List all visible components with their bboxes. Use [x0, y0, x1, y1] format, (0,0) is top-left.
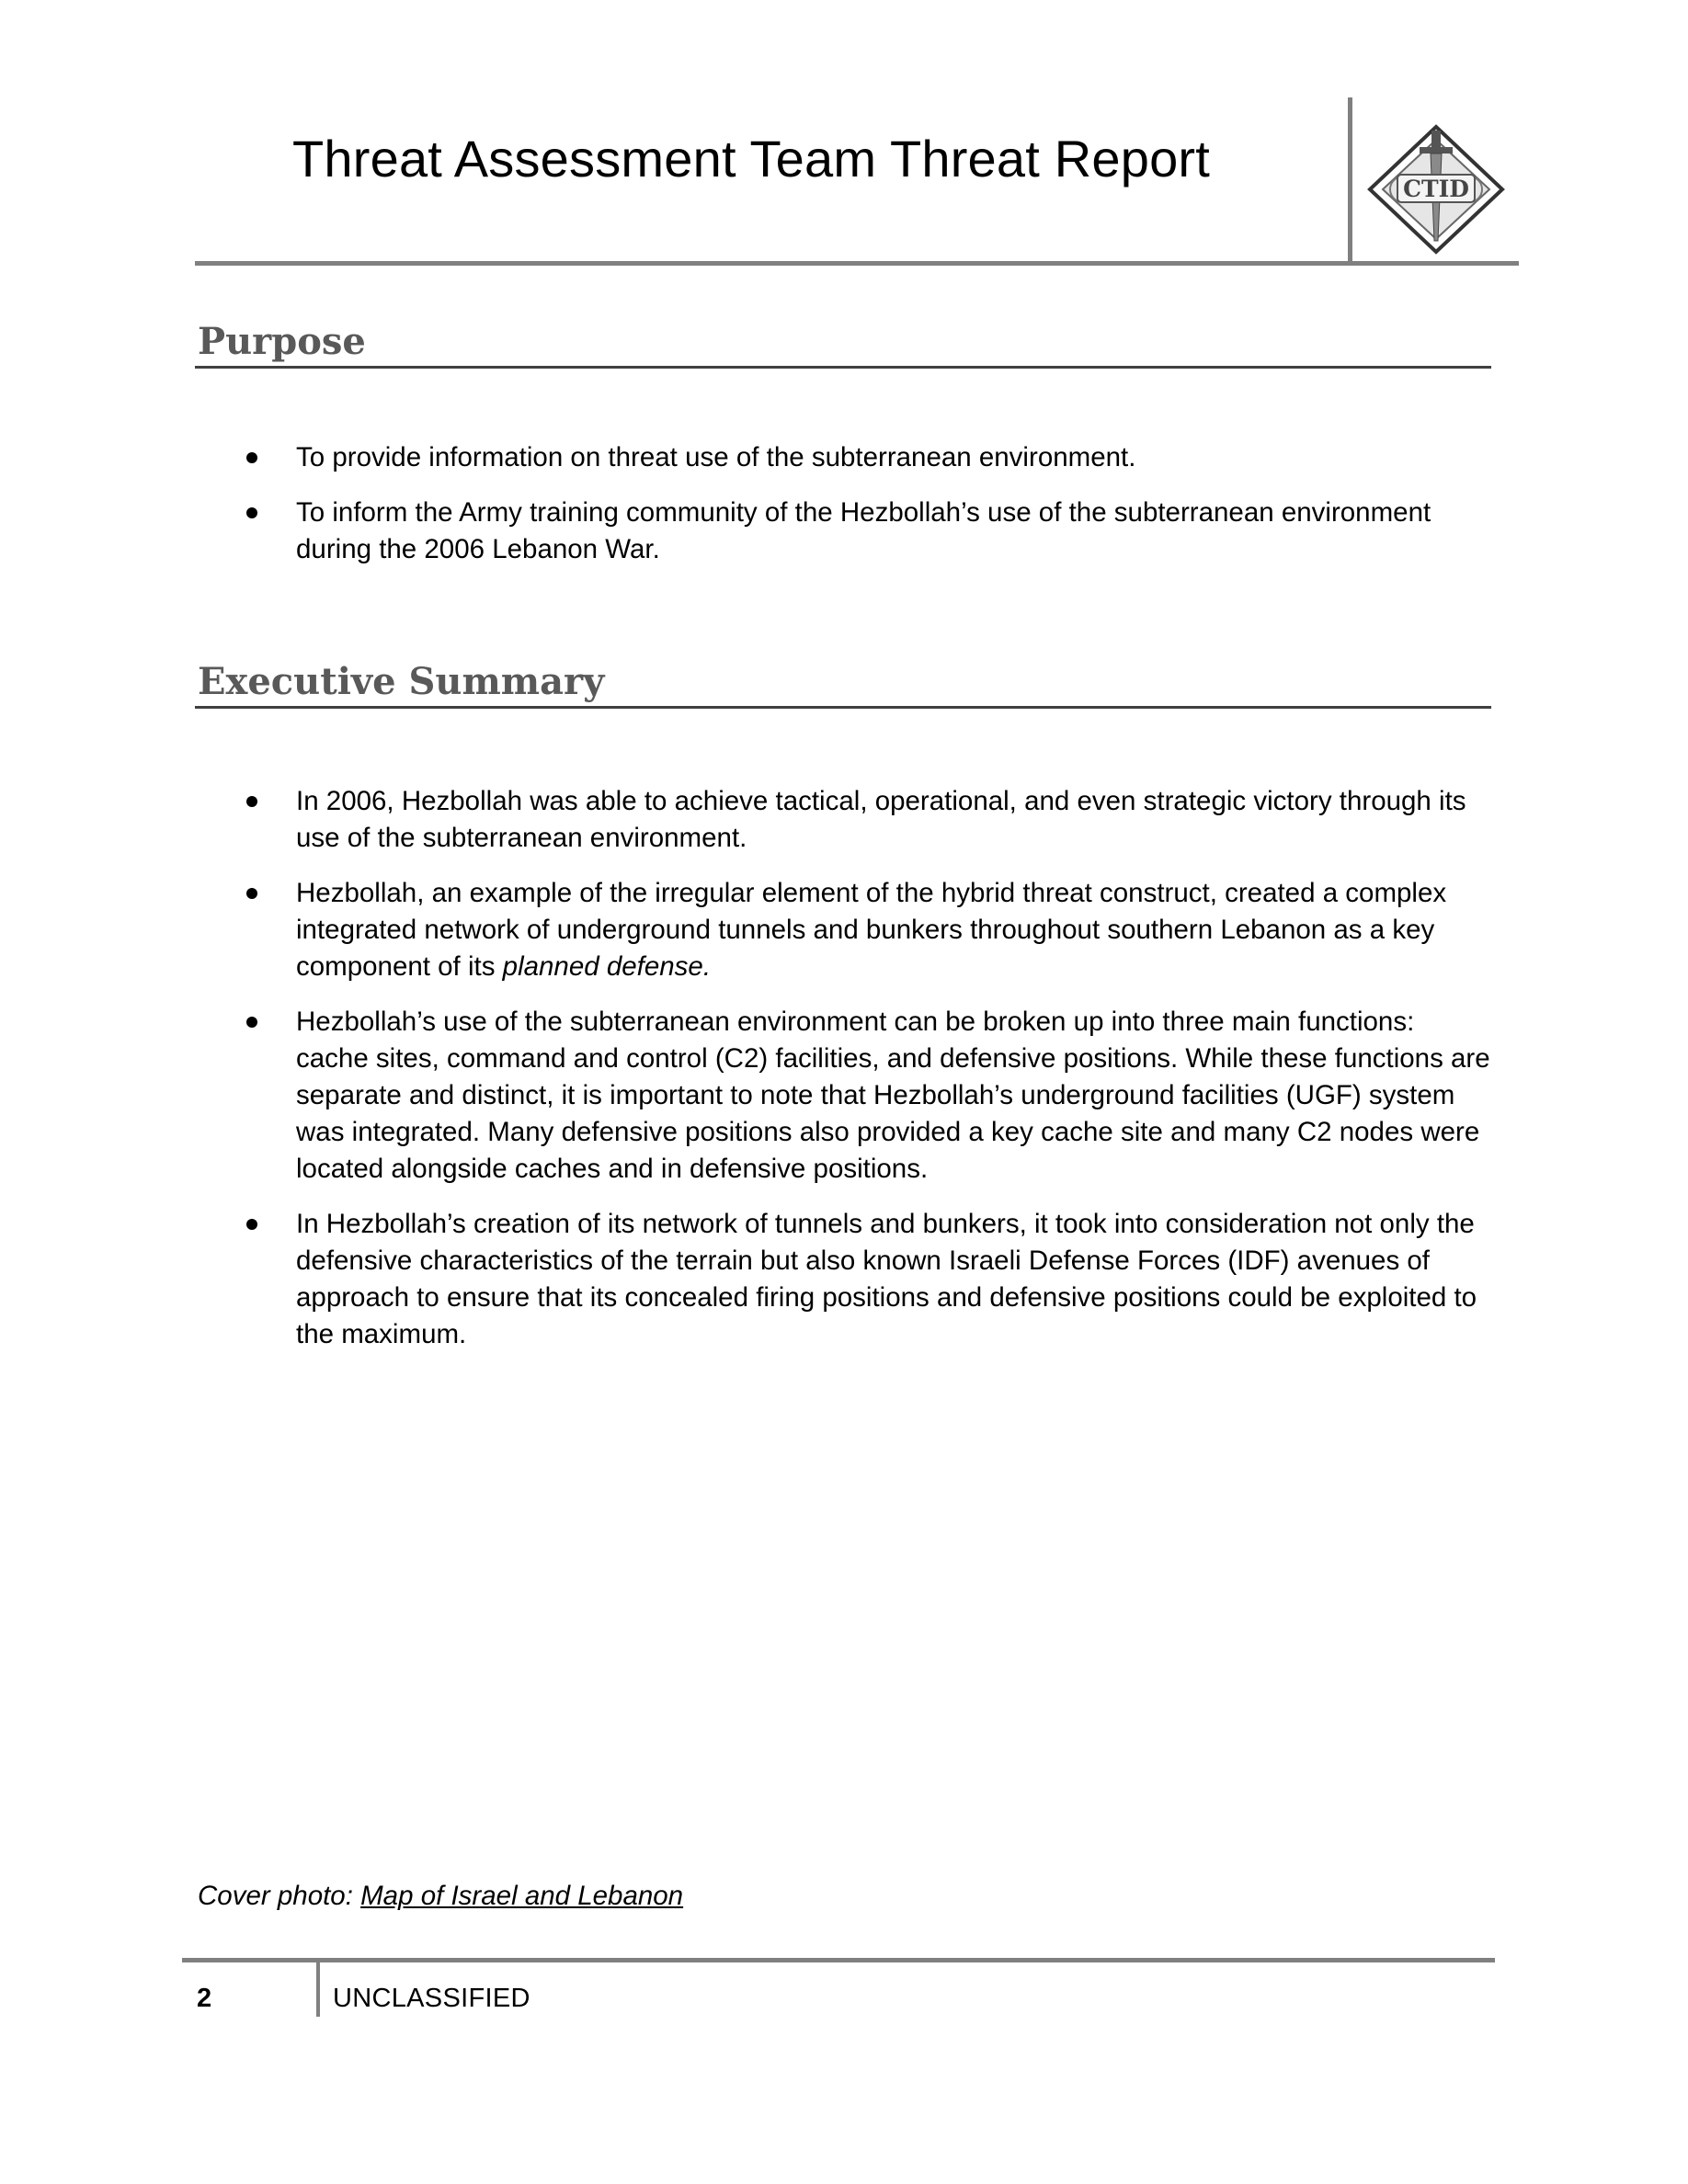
section-heading-executive-summary: Executive Summary [198, 660, 605, 703]
bullet-icon [246, 452, 257, 463]
section-heading-purpose: Purpose [198, 320, 366, 363]
header-vertical-divider [1348, 97, 1352, 263]
bullet-text: To provide information on threat use of the subterranean environment. [296, 442, 1136, 472]
bullet-icon [246, 888, 257, 899]
bullet-text [296, 878, 1446, 982]
bullet-text: To inform the Army training community of the Hezbollah’s use of the subterranean environment during the 2006 Lebanon War. [296, 497, 1431, 564]
footer-rule [182, 1958, 1495, 1962]
list-item [241, 495, 1491, 568]
section-rule-purpose [195, 366, 1491, 369]
header-rule [195, 261, 1519, 266]
ctid-logo-icon [1364, 123, 1508, 256]
cover-photo-link[interactable]: Map of Israel and Lebanon [360, 1881, 684, 1911]
list-item [241, 875, 1491, 985]
page-number: 2 [197, 1984, 212, 2013]
bullet-icon [246, 507, 257, 518]
list-item [241, 783, 1491, 857]
executive-summary-bullet-list [241, 783, 1491, 1371]
bullet-text-italic: planned defense. [502, 951, 712, 982]
bullet-text: In Hezbollah’s creation of its network of tunnels and bunkers, it took into consideration not only the defensive characteristics of the terrain but also known Israeli Defense Forces (IDF) avenues of approach to ensure that its concealed firing positions and defensive positions could be exploited to the maximum. [296, 1209, 1477, 1349]
page-title: Threat Assessment Team Threat Report [292, 130, 1211, 188]
bullet-text-plain: Hezbollah, an example of the irregular element of the hybrid threat construct, created a complex integrated network of underground tunnels and bunkers throughout southern Lebanon as a key component of its [296, 878, 1447, 982]
cover-photo-label: Cover photo: [198, 1881, 353, 1911]
classification-label: UNCLASSIFIED [333, 1984, 530, 2013]
bullet-icon [246, 796, 257, 807]
bullet-text: Hezbollah’s use of the subterranean environment can be broken up into three main functions: cache sites, command and control (C2) facilities, and defensive positions. While these functions are separate and distinct, it is important to note that Hezbollah’s underground facilities (UGF) system was integrated. Many defensive positions also provided a key cache site and many C2 nodes were located alongside caches and in defensive positions. [296, 1007, 1490, 1184]
bullet-icon [246, 1017, 257, 1028]
cover-photo-credit [198, 1881, 683, 1912]
bullet-icon [246, 1219, 257, 1230]
footer-vertical-divider [316, 1962, 320, 2017]
purpose-bullet-list [241, 439, 1491, 586]
list-item [241, 439, 1491, 476]
bullet-text: In 2006, Hezbollah was able to achieve tactical, operational, and even strategic victory through its use of the subterranean environment. [296, 786, 1466, 853]
section-rule-executive-summary [195, 706, 1491, 709]
list-item [241, 1004, 1491, 1188]
list-item [241, 1206, 1491, 1353]
logo-text: CTID [1403, 176, 1469, 202]
